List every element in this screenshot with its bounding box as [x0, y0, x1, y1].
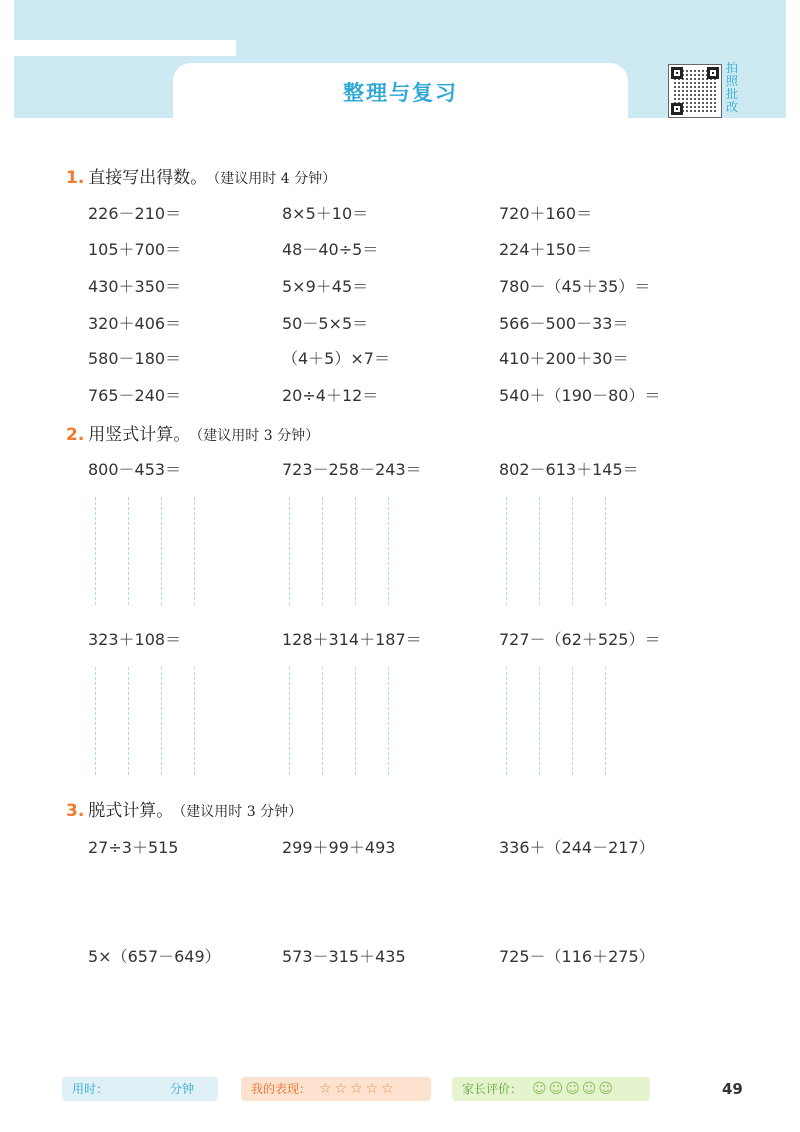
page-title: 整理与复习 [343, 81, 458, 105]
work-guide-line [572, 497, 573, 605]
work-guide-line [506, 497, 507, 605]
section-3-title [66, 796, 302, 821]
work-guide-line [95, 667, 96, 775]
problem: 20÷4＋12＝ [282, 386, 379, 405]
work-guide-line [128, 497, 129, 605]
work-guide-line [539, 667, 540, 775]
work-guide-line [506, 667, 507, 775]
work-guide-line [161, 497, 162, 605]
work-guide-line [355, 497, 356, 605]
time-unit-label: 分钟 [170, 1082, 195, 1096]
time-spent-label: 用时： [72, 1082, 109, 1096]
work-guide-line [128, 667, 129, 775]
section-1-title [66, 163, 336, 188]
problem: 8×5＋10＝ [282, 204, 369, 223]
work-guide-line [539, 497, 540, 605]
problem: 725－（116＋275） [499, 947, 655, 966]
problem: （4＋5）×7＝ [282, 349, 390, 368]
star-icon[interactable]: ☆☆☆☆☆ [319, 1081, 397, 1097]
work-guide-line [388, 667, 389, 775]
work-guide-line [322, 497, 323, 605]
problem: 50－5×5＝ [282, 314, 369, 333]
scan-grade-label: 拍 照 批 改 [725, 61, 738, 114]
problem: 580－180＝ [88, 349, 182, 368]
section-time-hint: （建议用时 4 分钟） [213, 171, 337, 187]
problem: 128＋314＋187＝ [282, 630, 422, 649]
work-guide-line [388, 497, 389, 605]
problem: 336＋（244－217） [499, 838, 655, 857]
section-instruction: 用竖式计算。 [88, 425, 191, 445]
problem: 540＋（190－80）＝ [499, 386, 661, 405]
problem: 780－（45＋35）＝ [499, 277, 651, 296]
work-guide-line [322, 667, 323, 775]
work-guide-line [355, 667, 356, 775]
page-number: 49 [722, 1080, 743, 1098]
problem: 5×9＋45＝ [282, 277, 369, 296]
problem: 224＋150＝ [499, 240, 593, 259]
my-performance-box [241, 1077, 431, 1101]
problem: 765－240＝ [88, 386, 182, 405]
work-guide-line [572, 667, 573, 775]
problem: 566－500－33＝ [499, 314, 629, 333]
problem: 48－40÷5＝ [282, 240, 379, 259]
work-guide-line [161, 667, 162, 775]
problem: 800－453＝ [88, 460, 182, 479]
problem: 573－315＋435 [282, 947, 406, 966]
section-number: 1. [66, 168, 85, 188]
section-number: 2. [66, 425, 85, 445]
section-time-hint: （建议用时 3 分钟） [179, 804, 303, 820]
problem: 299＋99＋493 [282, 838, 396, 857]
work-guide-line [605, 497, 606, 605]
section-2-title [66, 420, 319, 445]
problem: 27÷3＋515 [88, 838, 179, 857]
parent-evaluation-box [452, 1077, 650, 1101]
problem: 727－（62＋525）＝ [499, 630, 661, 649]
performance-label: 我的表现： [251, 1082, 312, 1096]
problem: 723－258－243＝ [282, 460, 422, 479]
section-instruction: 直接写出得数。 [88, 168, 208, 188]
section-instruction: 脱式计算。 [88, 801, 174, 821]
work-guide-line [95, 497, 96, 605]
work-guide-line [194, 497, 195, 605]
work-guide-line [605, 667, 606, 775]
problem: 5×（657－649） [88, 947, 221, 966]
time-spent-box[interactable] [62, 1077, 218, 1101]
problem: 323＋108＝ [88, 630, 182, 649]
work-guide-line [289, 497, 290, 605]
header-decor-bar [14, 40, 236, 56]
problem: 226－210＝ [88, 204, 182, 223]
problem: 410＋200＋30＝ [499, 349, 629, 368]
section-time-hint: （建议用时 3 分钟） [196, 428, 320, 444]
problem: 430＋350＝ [88, 277, 182, 296]
smiley-icon[interactable]: ☺☺☺☺☺ [532, 1081, 615, 1097]
title-tab [173, 63, 628, 121]
work-guide-line [289, 667, 290, 775]
section-number: 3. [66, 801, 85, 821]
problem: 802－613＋145＝ [499, 460, 639, 479]
parent-evaluation-label: 家长评价： [462, 1082, 523, 1096]
problem: 320＋406＝ [88, 314, 182, 333]
qr-code-icon[interactable] [668, 64, 722, 118]
work-guide-line [194, 667, 195, 775]
problem: 720＋160＝ [499, 204, 593, 223]
problem: 105＋700＝ [88, 240, 182, 259]
